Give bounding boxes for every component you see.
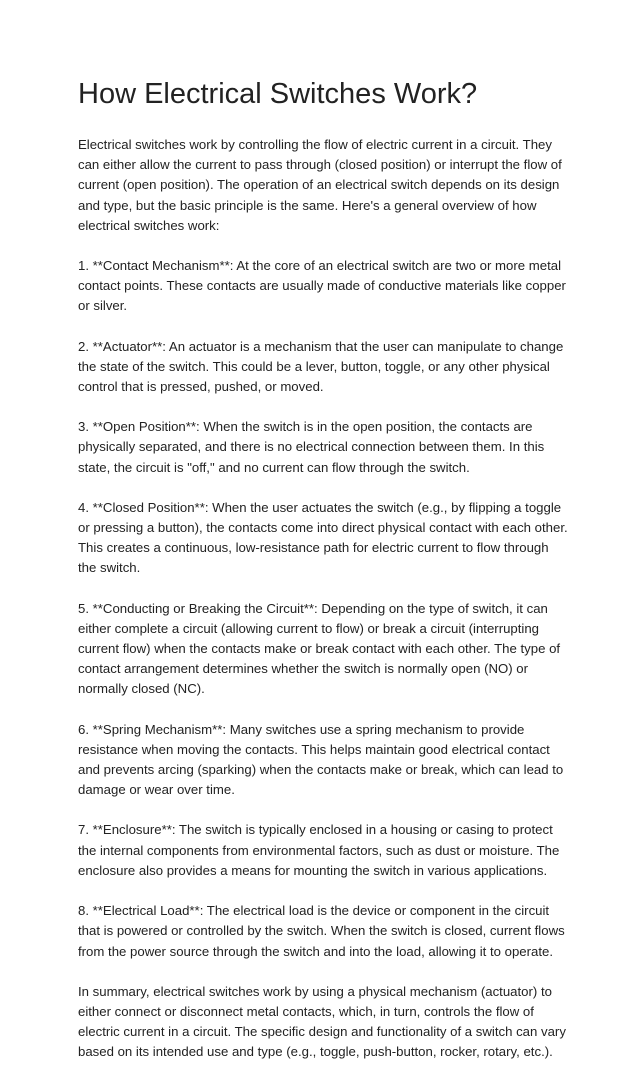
- summary-paragraph: In summary, electrical switches work by using a physical mechanism (actuator) to either connect or disconnect metal contacts, which, in turn, controls the flow of electric current in a circuit. The specific design and functionality of a switch can vary based on its intended use and type (e.g., toggle, push-button, rocker, rotary, etc.).: [78, 983, 566, 1060]
- enclosure-paragraph: 7. **Enclosure**: The switch is typically enclosed in a housing or casing to protect the internal components from environmental factors, such as dust or moisture. The enclosure also provides a means for mounting the switch in various applications.: [78, 822, 560, 878]
- conducting-breaking-paragraph: 5. **Conducting or Breaking the Circuit**: Depending on the type of switch, it can either complete a circuit (allowing current to flow) or break a circuit (interrupting current flow) when the contacts make or break contact with each other. The type of contact arrangement determines whether the switch is normally open (NO) or normally closed (NC).: [78, 600, 561, 697]
- document-title: How Electrical Switches Work?: [78, 78, 478, 110]
- open-position-paragraph: 3. **Open Position**: When the switch is in the open position, the contacts are physically separated, and there is no electrical connection between them. In this state, the circuit is "off," and no current can flow through the switch.: [78, 419, 545, 475]
- document-page: [78, 76, 568, 1083]
- contact-mechanism-paragraph: 1. **Contact Mechanism**: At the core of an electrical switch are two or more metal contact points. These contacts are usually made of conductive materials like copper or silver.: [78, 258, 566, 314]
- intro-paragraph: Electrical switches work by controlling the flow of electric current in a circuit. They can either allow the current to pass through (closed position) or interrupt the flow of current (open position). The operation of an electrical switch depends on its design and type, but the basic principle is the same. Here's a general overview of how electrical switches work:: [78, 137, 562, 233]
- actuator-paragraph: 2. **Actuator**: An actuator is a mechanism that the user can manipulate to change the state of the switch. This could be a lever, button, toggle, or any other physical control that is pressed, pushed, or moved.: [78, 338, 564, 395]
- electrical-load-paragraph: 8. **Electrical Load**: The electrical load is the device or component in the circuit that is powered or controlled by the switch. When the switch is closed, current flows from the power source through the switch and into the load, allowing it to operate.: [78, 903, 565, 959]
- spring-mechanism-paragraph: 6. **Spring Mechanism**: Many switches use a spring mechanism to provide resistance when moving the contacts. This helps maintain good electrical contact and prevents arcing (sparking) when the contacts make or break, which can lead to damage or wear over time.: [78, 721, 564, 798]
- closed-position-paragraph: 4. **Closed Position**: When the user actuates the switch (e.g., by flipping a toggle or pressing a button), the contacts come into direct physical contact with each other. This creates a continuous, low-resistance path for electric current to flow through the switch.: [78, 499, 568, 576]
